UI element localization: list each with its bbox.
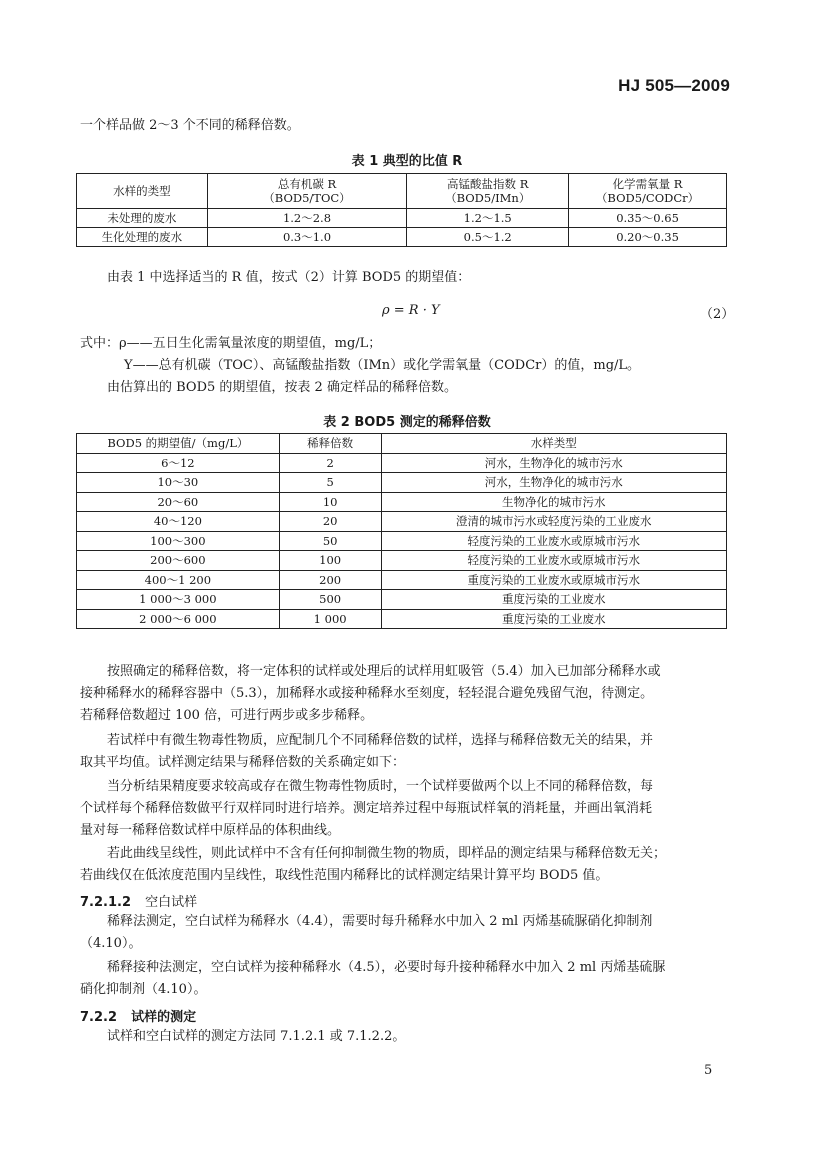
header-cell: 水样类型 (381, 434, 726, 454)
body-line: 接种稀释水的稀释容器中（5.3），加稀释水或接种稀释水至刻度，轻轻混合避免残留气泡，待测定。 (80, 686, 654, 701)
table-cell: 1.2～1.5 (407, 209, 569, 228)
table-cell: 200～600 (77, 551, 280, 571)
blank-line: （4.10）。 (80, 936, 142, 951)
table-cell: 100 (279, 551, 381, 571)
blank-line: 硝化抑制剂（4.10）。 (80, 982, 207, 997)
body-line: 若试样中有微生物毒性物质，应配制几个不同稀释倍数的试样，选择与稀释倍数无关的结果，并 (107, 733, 654, 748)
blank-line: 稀释接种法测定，空白试样为接种稀释水（4.5），必要时每升接种稀释水中加入 2 ml 丙烯基硫脲 (107, 960, 666, 975)
where-line: Y——总有机碳（TOC）、高锰酸盐指数（IMn）或化学需氧量（CODCr）的值，mg/L。 (124, 358, 641, 373)
header-cell: 高锰酸盐指数 R （BOD5/IMn） (407, 174, 569, 209)
body-line: 按照确定的稀释倍数，将一定体积的试样或处理后的试样用虹吸管（5.4）加入已加部分稀释水或 (107, 664, 661, 679)
table-row (77, 590, 727, 610)
table-cell: 20～60 (77, 492, 280, 512)
page-number: 5 (704, 1063, 713, 1078)
table-cell: 生化处理的废水 (77, 228, 208, 247)
table-header-row (77, 174, 727, 209)
table2-caption: 表 2 BOD5 测定的稀释倍数 (323, 415, 491, 430)
table-row (77, 228, 727, 247)
table-cell: 1.2～2.8 (207, 209, 407, 228)
table-row (77, 531, 727, 551)
body-line: 若曲线仅在低浓度范围内呈线性，取线性范围内稀释比的试样测定结果计算平均 BOD5 值。 (80, 868, 609, 883)
table-cell: 河水，生物净化的城市污水 (381, 453, 726, 473)
header-cell: 稀释倍数 (279, 434, 381, 454)
table-row (77, 492, 727, 512)
body-line: 若此曲线呈线性，则此试样中不含有任何抑制微生物的物质，即样品的测定结果与稀释倍数无关； (107, 846, 667, 861)
table-typical-ratio (76, 173, 727, 247)
intro-line: 一个样品做 2～3 个不同的稀释倍数。 (80, 118, 300, 133)
where-line: 式中：ρ——五日生化需氧量浓度的期望值，mg/L； (80, 336, 382, 351)
table-cell: 0.20～0.35 (569, 228, 727, 247)
header-cell: 水样的类型 (77, 174, 208, 209)
table-cell: 2 (279, 453, 381, 473)
table-row (77, 473, 727, 493)
body-line: 个试样每个稀释倍数做平行双样同时进行培养。测定培养过程中每瓶试样氧的消耗量，并画出氧消耗 (80, 801, 653, 816)
table-cell: 轻度污染的工业废水或原城市污水 (381, 551, 726, 571)
body-line: 取其平均值。试样测定结果与稀释倍数的关系确定如下： (80, 755, 406, 770)
table-row (77, 453, 727, 473)
table-cell: 1 000～3 000 (77, 590, 280, 610)
table-cell: 50 (279, 531, 381, 551)
table-cell: 未处理的废水 (77, 209, 208, 228)
equation-number: （2） (700, 307, 735, 322)
header-cell: BOD5 的期望值/（mg/L） (77, 434, 280, 454)
table1-explanation: 由表 1 中选择适当的 R 值，按式（2）计算 BOD5 的期望值： (107, 270, 471, 285)
header-cell: 化学需氧量 R （BOD5/CODCr） (569, 174, 727, 209)
body-line: 若稀释倍数超过 100 倍，可进行两步或多步稀释。 (80, 708, 374, 723)
table-cell: 100～300 (77, 531, 280, 551)
table-row (77, 570, 727, 590)
table-cell: 重度污染的工业废水 (381, 609, 726, 629)
table-cell: 1 000 (279, 609, 381, 629)
table-cell: 0.3～1.0 (207, 228, 407, 247)
blank-line: 稀释法测定，空白试样为稀释水（4.4），需要时每升稀释水中加入 2 ml 丙烯基硫脲硝化抑制剂 (107, 914, 653, 929)
table-row (77, 209, 727, 228)
table-cell: 0.5～1.2 (407, 228, 569, 247)
section-number: 7.2.2 (80, 1010, 118, 1025)
section-number: 7.2.1.2 (80, 895, 131, 910)
table-cell: 生物净化的城市污水 (381, 492, 726, 512)
table-cell: 500 (279, 590, 381, 610)
section-heading-7212 (80, 891, 197, 910)
table-cell: 6～12 (77, 453, 280, 473)
section-title: 空白试样 (145, 895, 198, 910)
table-cell: 河水，生物净化的城市污水 (381, 473, 726, 493)
table-cell: 澄清的城市污水或轻度污染的工业废水 (381, 512, 726, 532)
table-cell: 10 (279, 492, 381, 512)
table-cell: 20 (279, 512, 381, 532)
section-title: 试样的测定 (131, 1010, 197, 1025)
table1-caption: 表 1 典型的比值 R (351, 154, 463, 169)
table-cell: 0.35～0.65 (569, 209, 727, 228)
section-heading-722 (80, 1006, 196, 1025)
final-line: 试样和空白试样的测定方法同 7.1.2.1 或 7.1.2.2。 (107, 1029, 406, 1044)
table-cell: 200 (279, 570, 381, 590)
table-cell: 重度污染的工业废水 (381, 590, 726, 610)
table-cell: 5 (279, 473, 381, 493)
table-cell: 40～120 (77, 512, 280, 532)
table-cell: 10～30 (77, 473, 280, 493)
table-row (77, 551, 727, 571)
table-cell: 400～1 200 (77, 570, 280, 590)
body-line: 量对每一稀释倍数试样中原样品的体积曲线。 (80, 823, 341, 838)
table-row (77, 512, 727, 532)
table-row (77, 609, 727, 629)
table-cell: 轻度污染的工业废水或原城市污水 (381, 531, 726, 551)
where-line: 由估算出的 BOD5 的期望值，按表 2 确定样品的稀释倍数。 (107, 380, 457, 395)
equation-formula: ρ = R · Y (382, 303, 440, 318)
table-cell: 重度污染的工业废水或原城市污水 (381, 570, 726, 590)
header-cell: 总有机碳 R （BOD5/TOC） (207, 174, 407, 209)
table-dilution-factor (76, 433, 727, 629)
table-cell: 2 000～6 000 (77, 609, 280, 629)
body-line: 当分析结果精度要求较高或存在微生物毒性物质时，一个试样要做两个以上不同的稀释倍数，每 (107, 779, 654, 794)
document-id: HJ 505—2009 (618, 76, 730, 95)
table-header-row (77, 434, 727, 454)
